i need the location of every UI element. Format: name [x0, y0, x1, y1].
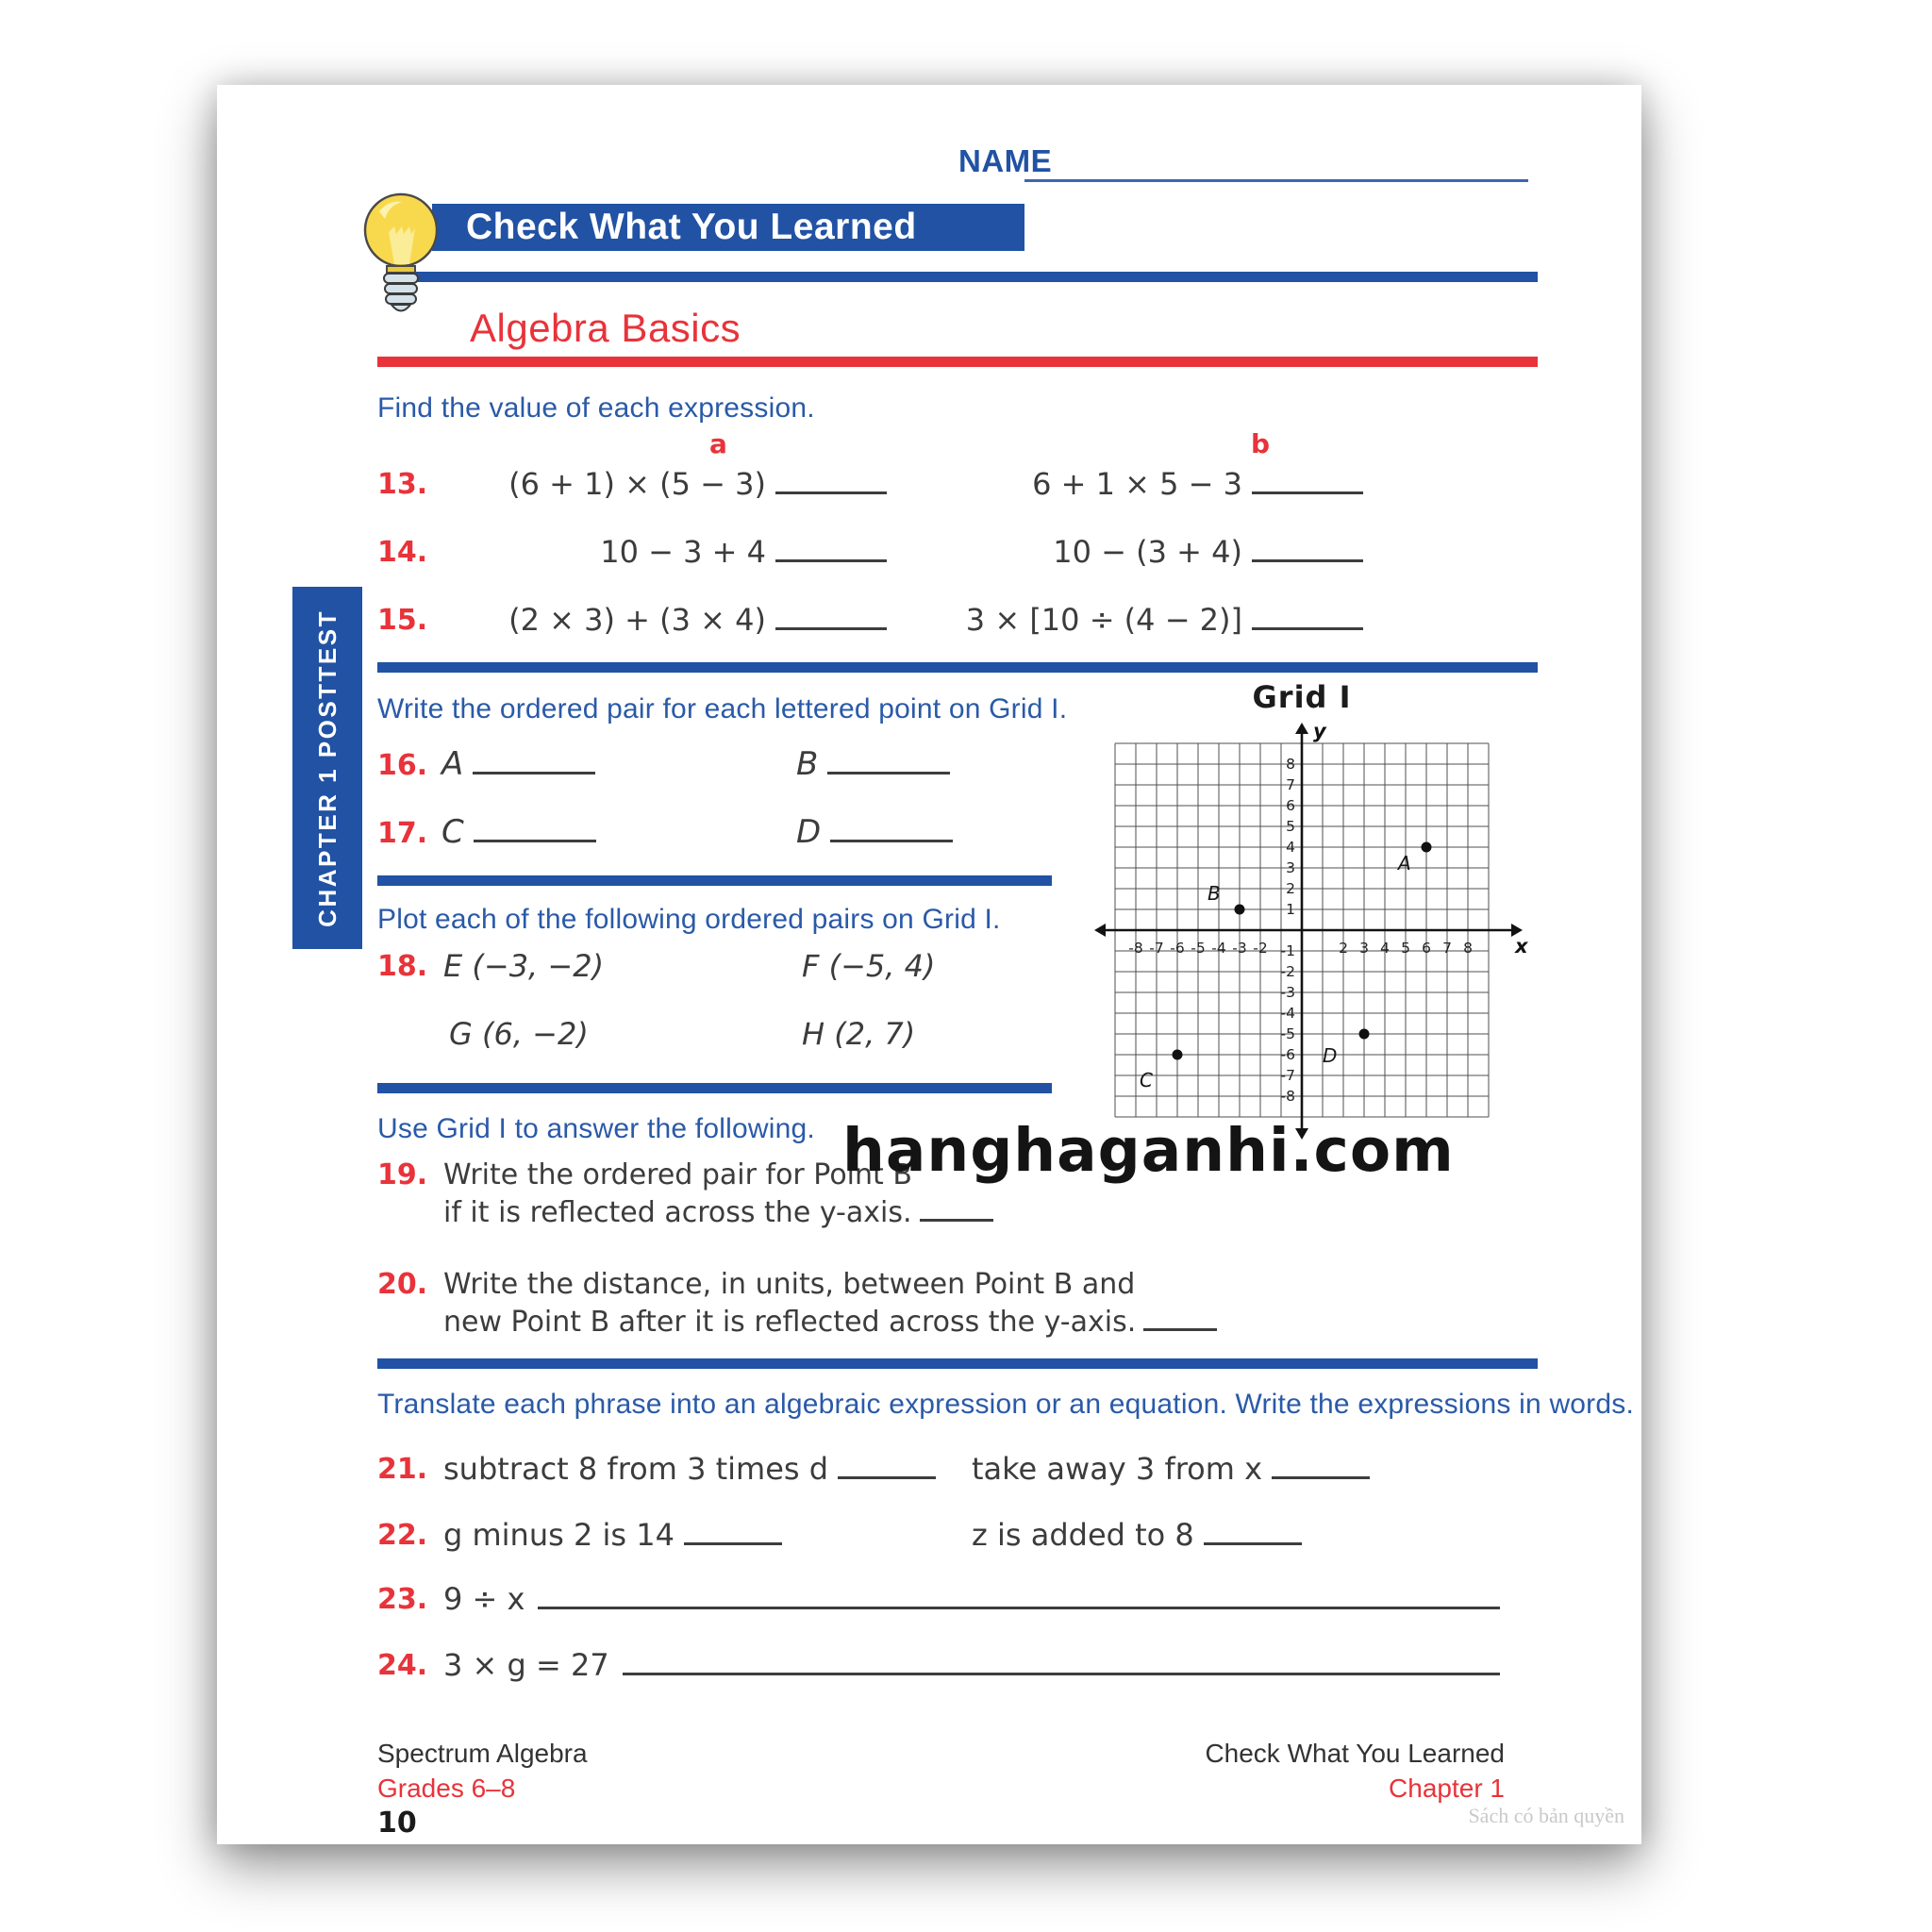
answer-blank-21b — [1272, 1465, 1370, 1479]
problem-number: 20. — [377, 1268, 428, 1301]
watermark-text: hanghaganhi.com — [842, 1116, 1455, 1185]
phrase-21a: subtract 8 from 3 times d — [443, 1451, 829, 1487]
answer-blank-13a — [775, 480, 887, 494]
workbook-page — [217, 85, 1641, 1844]
answer-blank-22a — [684, 1531, 782, 1545]
svg-text:-5: -5 — [1191, 940, 1206, 957]
problem-number: 19. — [377, 1158, 428, 1191]
svg-text:D: D — [1323, 1044, 1338, 1067]
expression-15a: (2 × 3) + (3 × 4) — [508, 602, 766, 638]
svg-text:-4: -4 — [1211, 940, 1226, 957]
section-rule — [377, 662, 1538, 673]
svg-text:3: 3 — [1359, 940, 1369, 957]
answer-blank-14b — [1252, 548, 1363, 562]
point-letter-B: B — [796, 745, 819, 783]
phrase-22a: g minus 2 is 14 — [443, 1517, 675, 1553]
svg-text:-6: -6 — [1280, 1046, 1295, 1063]
instruction-use-grid: Use Grid I to answer the following. — [377, 1113, 815, 1144]
problem-number: 14. — [377, 536, 428, 569]
svg-text:3: 3 — [1286, 859, 1295, 876]
svg-text:8: 8 — [1286, 756, 1295, 773]
svg-text:5: 5 — [1286, 818, 1295, 835]
svg-text:-8: -8 — [1128, 940, 1143, 957]
svg-text:-3: -3 — [1232, 940, 1247, 957]
answer-blank-16a — [473, 760, 595, 774]
svg-text:2: 2 — [1339, 940, 1348, 957]
name-field-label-wrap — [958, 143, 1052, 179]
answer-blank-16b — [827, 760, 950, 774]
instruction-expressions: Find the value of each expression. — [377, 392, 815, 424]
grid-title: Grid I — [1252, 679, 1352, 715]
point-letter-A: A — [441, 745, 464, 783]
section-rule — [377, 875, 1052, 886]
expression-13a: (6 + 1) × (5 − 3) — [508, 466, 766, 502]
svg-text:-2: -2 — [1280, 963, 1295, 980]
name-label: NAME — [958, 143, 1053, 178]
point-letter-C: C — [441, 813, 464, 851]
answer-blank-15a — [775, 616, 887, 630]
svg-text:-8: -8 — [1280, 1088, 1295, 1105]
svg-text:A: A — [1398, 852, 1411, 874]
answer-blank-19 — [920, 1198, 993, 1223]
svg-text:-4: -4 — [1280, 1005, 1295, 1022]
svg-text:-5: -5 — [1280, 1025, 1295, 1042]
svg-text:4: 4 — [1380, 940, 1390, 957]
problem-number: 17. — [377, 817, 428, 850]
answer-blank-15b — [1252, 616, 1363, 630]
header-blue-rule — [396, 272, 1538, 282]
answer-line-24 — [623, 1661, 1500, 1675]
phrase-23: 9 ÷ x — [443, 1581, 525, 1617]
problem-number: 15. — [377, 604, 428, 637]
problem-number: 24. — [377, 1649, 428, 1682]
svg-text:1: 1 — [1286, 901, 1295, 918]
svg-text:-3: -3 — [1280, 984, 1295, 1001]
problem-number: 22. — [377, 1519, 428, 1552]
question-20-line1: Write the distance, in units, between Point B and — [443, 1268, 1136, 1301]
svg-text:2: 2 — [1286, 880, 1295, 897]
pair-F: F (−5, 4) — [802, 948, 936, 984]
answer-blank-17a — [474, 828, 596, 842]
footer-grades: Grades 6–8 — [377, 1774, 516, 1803]
instruction-plot: Plot each of the following ordered pairs on Grid I. — [377, 904, 1001, 935]
lightbulb-icon — [360, 191, 441, 327]
answer-blank-20 — [1143, 1307, 1217, 1332]
answer-blank-21a — [838, 1465, 936, 1479]
answer-blank-14a — [775, 548, 887, 562]
answer-blank-13b — [1252, 480, 1363, 494]
answer-line-23 — [538, 1595, 1500, 1609]
page-number: 10 — [377, 1807, 417, 1840]
svg-text:-7: -7 — [1149, 940, 1164, 957]
copyright-note: Sách có bản quyền — [1468, 1804, 1624, 1827]
svg-text:4: 4 — [1286, 839, 1295, 856]
svg-text:y: y — [1313, 720, 1326, 742]
chapter-posttest-tab-label: CHAPTER 1 POSTTEST — [312, 608, 341, 927]
question-19-line2: if it is reflected across the y-axis. — [443, 1194, 993, 1232]
chapter-posttest-tab — [292, 587, 362, 949]
svg-text:8: 8 — [1463, 940, 1473, 957]
svg-text:C: C — [1140, 1069, 1153, 1091]
pair-H: H (2, 7) — [802, 1016, 916, 1052]
answer-blank-22b — [1204, 1531, 1302, 1545]
svg-text:6: 6 — [1422, 940, 1431, 957]
pair-G: G (6, −2) — [449, 1016, 589, 1052]
problem-number: 23. — [377, 1583, 428, 1616]
banner — [432, 204, 1024, 251]
footer-right — [1205, 1736, 1505, 1806]
point-letter-D: D — [796, 813, 822, 851]
problem-number: 21. — [377, 1453, 428, 1486]
svg-text:-1: -1 — [1280, 942, 1295, 959]
svg-text:-6: -6 — [1170, 940, 1185, 957]
footer-left — [377, 1736, 588, 1840]
problem-number: 16. — [377, 749, 428, 782]
page-subtitle: Algebra Basics — [470, 306, 741, 350]
section-rule — [377, 1358, 1538, 1369]
answer-blank-17b — [830, 828, 953, 842]
phrase-21b: take away 3 from x — [972, 1451, 1263, 1487]
expression-14a: 10 − 3 + 4 — [600, 534, 766, 570]
coordinate-grid — [1091, 719, 1534, 1143]
question-20-line2: new Point B after it is reflected across the y-axis. — [443, 1304, 1217, 1341]
instruction-ordered-pairs: Write the ordered pair for each lettered point on Grid I. — [377, 693, 1068, 724]
svg-text:-7: -7 — [1280, 1067, 1295, 1084]
svg-text:-2: -2 — [1253, 940, 1268, 957]
phrase-22b: z is added to 8 — [972, 1517, 1194, 1553]
pair-E: E (−3, −2) — [443, 948, 605, 984]
svg-text:7: 7 — [1442, 940, 1452, 957]
svg-text:B: B — [1208, 882, 1221, 905]
question-20-text — [443, 1266, 1217, 1341]
name-blank-line — [1024, 179, 1528, 182]
section-rule — [377, 1083, 1052, 1093]
question-19-line1: Write the ordered pair for Point B — [443, 1158, 912, 1191]
svg-text:6: 6 — [1286, 797, 1295, 814]
banner-title: Check What You Learned — [466, 207, 917, 247]
problem-number: 13. — [377, 468, 428, 501]
column-a-header: a — [709, 428, 727, 459]
svg-text:5: 5 — [1401, 940, 1410, 957]
footer-section-title: Check What You Learned — [1205, 1739, 1505, 1768]
expression-14b: 10 − (3 + 4) — [1053, 534, 1242, 570]
expression-13b: 6 + 1 × 5 − 3 — [1032, 466, 1242, 502]
footer-series-title: Spectrum Algebra — [377, 1739, 588, 1768]
svg-text:7: 7 — [1286, 776, 1295, 793]
instruction-translate: Translate each phrase into an algebraic expression or an equation. Write the expressions in words. — [377, 1389, 1634, 1420]
header-red-rule — [377, 357, 1538, 367]
svg-text:x: x — [1515, 935, 1528, 958]
footer-chapter: Chapter 1 — [1389, 1774, 1505, 1803]
problem-number: 18. — [377, 950, 428, 983]
phrase-24: 3 × g = 27 — [443, 1647, 609, 1683]
column-b-header: b — [1251, 428, 1271, 459]
expression-15b: 3 × [10 ÷ (4 − 2)] — [965, 602, 1242, 638]
